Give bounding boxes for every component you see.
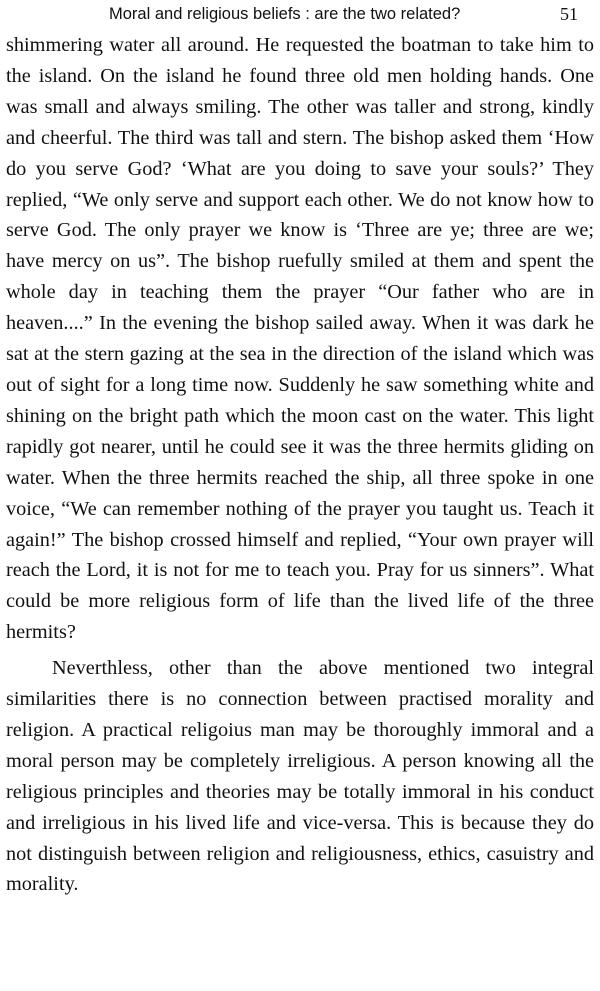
- body-text: [6, 30, 594, 900]
- running-head: [6, 0, 594, 30]
- paragraph: Neverthless, other than the above mentioned two integral similarities there is no connection between practised morality and religion. A practical religoius man may be thoroughly immoral and a moral person may be completely irreligious. A person knowing all the religious principles and theories may be totally immoral in his conduct and irreligious in his lived life and vice-versa. This is because they do not distinguish between religion and religiousness, ethics, casuistry and morality.: [6, 657, 594, 896]
- paragraph-continued: shimmering water all around. He requested the boatman to take him to the island. On the island he found three old men holding hands. One was small and always smiling. The other was taller and strong, kindly and cheerful. The third was tall and stern. The bishop asked them ‘How do you serve God? ‘What are you doing to save your souls?’ They replied, “We only serve and support each other. We do not know how to serve God. The only prayer we know is ‘Three are ye; three are we; have mercy on us”. The bishop ruefully smiled at them and spent the whole day in teaching them the prayer “Our father who are in heaven....” In the evening the bishop sailed away. When it was dark he sat at the stern gazing at the sea in the direction of the island which was out of sight for a long time now. Suddenly he saw something white and shining on the bright path which the moon cast on the water. This light rapidly got nearer, until he could see it was the three hermits gliding on water. When the three hermits reached the ship, all three spoke in one voice, “We can remember nothing of the prayer you taught us. Teach it again!” The bishop crossed himself and replied, “Your own prayer will reach the Lord, it is not for me to teach you. Pray for us sinners”. What could be more religious form of life than the lived life of the three hermits?: [6, 34, 594, 644]
- page-number: 51: [560, 4, 578, 24]
- running-title: Moral and religious beliefs : are the two related?: [109, 5, 461, 23]
